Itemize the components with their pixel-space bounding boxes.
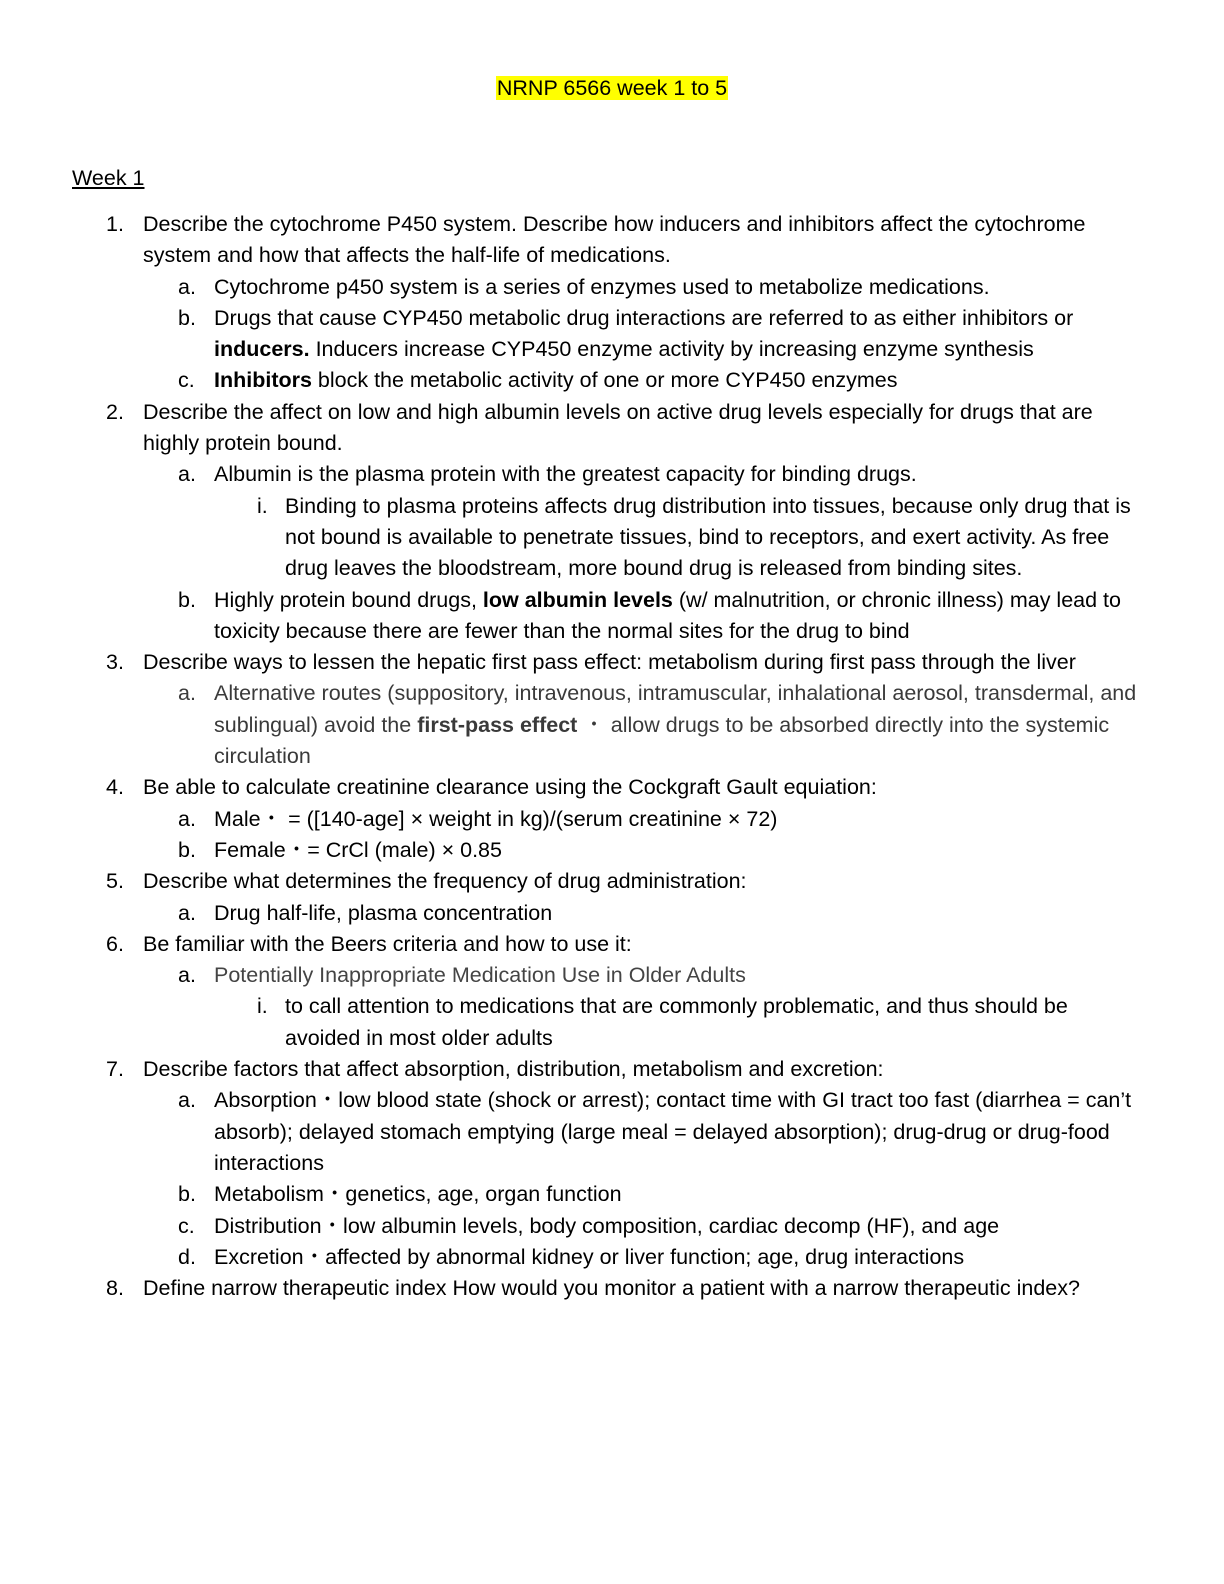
bold-term: inducers.	[214, 337, 310, 362]
answer-text: Albumin is the plasma protein with the greatest capacity for binding drugs.	[214, 462, 917, 487]
answer-text: Drug half-life, plasma concentration	[214, 900, 553, 925]
answer-2a	[0, 459, 1224, 490]
bold-term: Inhibitors	[214, 368, 312, 393]
answer-text-cont: Inducers increase CYP450 enzyme activity by increasing enzyme synthesis	[309, 337, 1034, 362]
answer-7c	[0, 1211, 1224, 1242]
question-text: Describe the cytochrome P450 system. Describe how inducers and inhibitors affect the cytochrome system and how that affects the half-life of medications.	[143, 212, 1086, 268]
answer-6a	[0, 960, 1224, 991]
answer-text-cont: (w/ malnutrition, or chronic illness) may lead to toxicity because there are fewer than the normal sites for the drug to bind	[214, 587, 1121, 643]
question-text: Describe the affect on low and high albumin levels on active drug levels especially for drugs that are highly protein bound.	[143, 399, 1093, 456]
title-block	[0, 73, 1224, 103]
answer-text: Absorption・low blood state (shock or arrest); contact time with GI tract too fast (diarrhea = can’t absorb); delayed stomach emptying (large meal = delayed absorption); drug-drug or drug-food interactions	[214, 1088, 1132, 1175]
answer-7d	[0, 1242, 1224, 1273]
question-1	[0, 209, 1224, 272]
question-text: Be familiar with the Beers criteria and how to use it:	[143, 931, 632, 956]
answer-letter: b.	[178, 305, 196, 330]
question-7	[0, 1054, 1224, 1085]
question-8	[0, 1273, 1224, 1304]
answer-text: to call attention to medications that are commonly problematic, and thus should be avoided in most older adults	[285, 994, 1068, 1050]
answer-roman: i.	[257, 493, 268, 518]
question-number: 8.	[106, 1276, 124, 1301]
answer-7b	[0, 1179, 1224, 1210]
question-number: 1.	[106, 212, 124, 236]
answer-text: Male・ = ([140-age] × weight in kg)/(serum creatinine × 72)	[214, 806, 778, 831]
answer-text: Binding to plasma proteins affects drug distribution into tissues, because only drug that is not bound is available to penetrate tissues, bind to receptors, and exert activity. As free drug leaves the bloodstream, more bound drug is released from binding sites.	[285, 493, 1131, 581]
answer-1b	[0, 303, 1224, 366]
answer-letter: a.	[178, 806, 196, 831]
question-text: Define narrow therapeutic index How would you monitor a patient with a narrow therapeutic index?	[143, 1276, 1080, 1301]
answer-text: Cytochrome p450 system is a series of enzymes used to metabolize medications.	[214, 274, 990, 299]
question-text: Describe factors that affect absorption, distribution, metabolism and excretion:	[143, 1057, 884, 1082]
bold-term: low albumin levels	[482, 587, 673, 612]
question-number: 6.	[106, 931, 124, 956]
question-2	[0, 397, 1224, 460]
answer-2b	[0, 585, 1224, 648]
answer-7a	[0, 1085, 1224, 1179]
answer-text-cont: ・ allow drugs to be absorbed directly into the systemic circulation	[214, 712, 1110, 769]
answer-6a-i	[0, 991, 1224, 1054]
question-5	[0, 866, 1224, 897]
answer-letter: b.	[178, 587, 196, 612]
bold-term: first-pass effect	[417, 712, 578, 737]
question-number: 4.	[106, 775, 124, 800]
answer-text: Alternative routes (suppository, intravenous, intramuscular, inhalational aerosol, transdermal, and sublingual) avoid the	[214, 681, 1137, 737]
answer-text: Female・= CrCl (male) × 0.85	[214, 837, 502, 862]
answer-letter: a.	[178, 1088, 196, 1113]
week-heading: Week 1	[72, 166, 145, 190]
answer-letter: d.	[178, 1244, 196, 1269]
answer-letter: c.	[178, 1213, 195, 1238]
answer-letter: b.	[178, 1182, 196, 1207]
answer-text: Metabolism・genetics, age, organ function	[214, 1182, 622, 1207]
answer-5a	[0, 898, 1224, 929]
answer-text: block the metabolic activity of one or more CYP450 enzymes	[311, 368, 898, 393]
question-number: 2.	[106, 399, 124, 424]
answer-text: Highly protein bound drugs,	[214, 587, 483, 612]
answer-letter: a.	[178, 462, 196, 487]
answer-4a	[0, 804, 1224, 835]
answer-text: Potentially Inappropriate Medication Use in Older Adults	[214, 963, 746, 988]
question-number: 7.	[106, 1057, 124, 1082]
answer-2a-i	[0, 491, 1224, 585]
answer-roman: i.	[257, 994, 268, 1019]
question-4	[0, 772, 1224, 803]
document-title: NRNP 6566 week 1 to 5	[496, 76, 728, 100]
answer-3a	[0, 678, 1224, 772]
question-list	[0, 209, 1224, 1304]
question-6	[0, 929, 1224, 960]
answer-letter: a.	[178, 900, 196, 925]
answer-text: Excretion・affected by abnormal kidney or liver function; age, drug interactions	[214, 1244, 965, 1269]
answer-text: Distribution・low albumin levels, body composition, cardiac decomp (HF), and age	[214, 1213, 1000, 1238]
answer-letter: b.	[178, 837, 196, 862]
question-3	[0, 647, 1224, 678]
answer-text: Drugs that cause CYP450 metabolic drug interactions are referred to as either inhibitors or	[214, 305, 1074, 330]
answer-4b	[0, 835, 1224, 866]
question-number: 5.	[106, 869, 124, 894]
answer-letter: a.	[178, 963, 196, 988]
question-text: Describe ways to lessen the hepatic first pass effect: metabolism during first pass through the liver	[143, 650, 1076, 675]
question-text: Be able to calculate creatinine clearance using the Cockgraft Gault equiation:	[143, 775, 877, 800]
answer-1c	[0, 365, 1224, 396]
answer-letter: a.	[178, 274, 196, 299]
answer-letter: c.	[178, 368, 195, 393]
answer-1a	[0, 272, 1224, 303]
question-number: 3.	[106, 650, 124, 675]
question-text: Describe what determines the frequency of drug administration:	[143, 869, 747, 894]
answer-letter: a.	[178, 681, 196, 706]
